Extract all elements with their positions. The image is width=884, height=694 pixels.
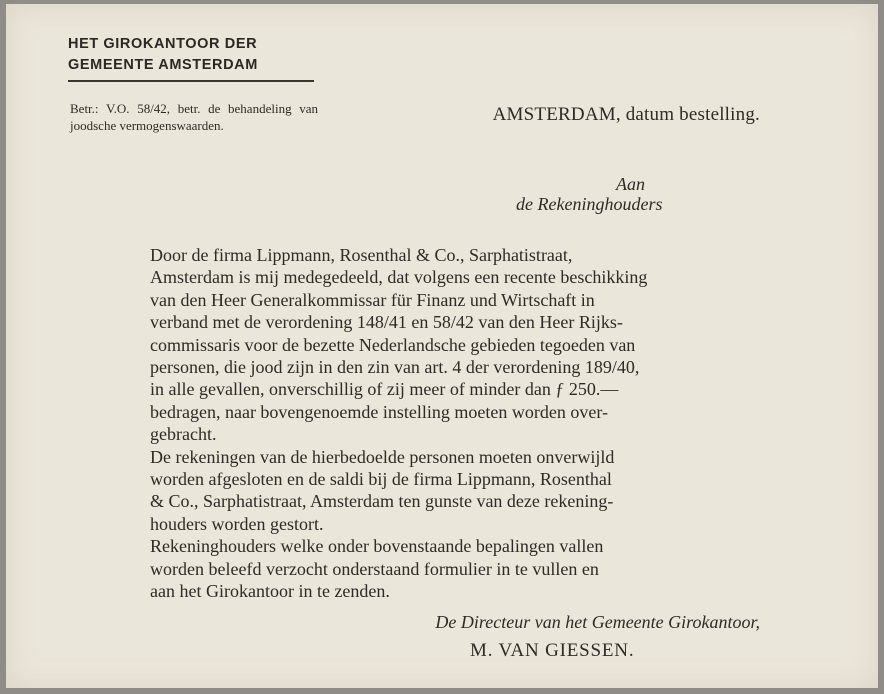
place-date: AMSTERDAM, datum bestelling.	[492, 104, 760, 125]
subject-reference: Betr.: V.O. 58/42, betr. de behandeling van joodsche vermogenswaarden.	[70, 101, 318, 133]
body-line: Door de firma Lippmann, Rosenthal & Co., Sarphatistraat,	[150, 245, 573, 265]
closing-line: De Directeur van het Gemeente Girokantoor,	[435, 612, 760, 632]
addressee-line2: de Rekeninghouders	[516, 194, 663, 214]
body-line: De rekeningen van de hierbedoelde personen moeten onverwijld	[150, 446, 615, 467]
body-line: bedragen, naar bovengenoemde instelling moeten worden over-	[150, 401, 608, 422]
addressee-line1: Aan	[616, 174, 645, 194]
letter-body	[124, 244, 772, 603]
letterhead-divider	[68, 80, 314, 82]
paragraph-3	[124, 535, 772, 602]
paragraph-1	[124, 244, 772, 446]
body-line: verband met de verordening 148/41 en 58/42 van den Heer Rijks-	[150, 312, 623, 333]
body-line: worden afgesloten en de saldi bij de firma Lippmann, Rosenthal	[150, 469, 612, 490]
body-line: worden beleefd verzocht onderstaand formulier in te vullen en	[150, 558, 599, 579]
body-line: Rekeninghouders welke onder bovenstaande bepalingen vallen	[150, 536, 604, 557]
signature-name: M. VAN GIESSEN.	[470, 640, 635, 661]
org-name-line1: HET GIROKANTOOR DER	[68, 36, 258, 52]
body-line: in alle gevallen, onverschillig of zij meer of minder dan ƒ 250.—	[150, 379, 619, 400]
letter-sheet	[6, 4, 878, 688]
org-name-line2: GEMEENTE AMSTERDAM	[68, 57, 258, 73]
body-line: van den Heer Generalkommissar für Finanz und Wirtschaft in	[150, 289, 595, 310]
body-line: & Co., Sarphatistraat, Amsterdam ten gunste van deze rekening-	[150, 491, 614, 512]
body-line: aan het Girokantoor in te zenden.	[150, 581, 390, 602]
body-line: houders worden gestort.	[150, 513, 324, 534]
body-line: personen, die jood zijn in den zin van art. 4 der verordening 189/40,	[150, 357, 640, 378]
letterhead	[68, 34, 318, 82]
body-line: commissaris voor de bezette Nederlandsche gebieden tegoeden van	[150, 334, 636, 355]
body-line: gebracht.	[150, 424, 217, 445]
paragraph-2	[124, 446, 772, 536]
body-line: Amsterdam is mij medegedeeld, dat volgens een recente beschikking	[150, 267, 648, 288]
